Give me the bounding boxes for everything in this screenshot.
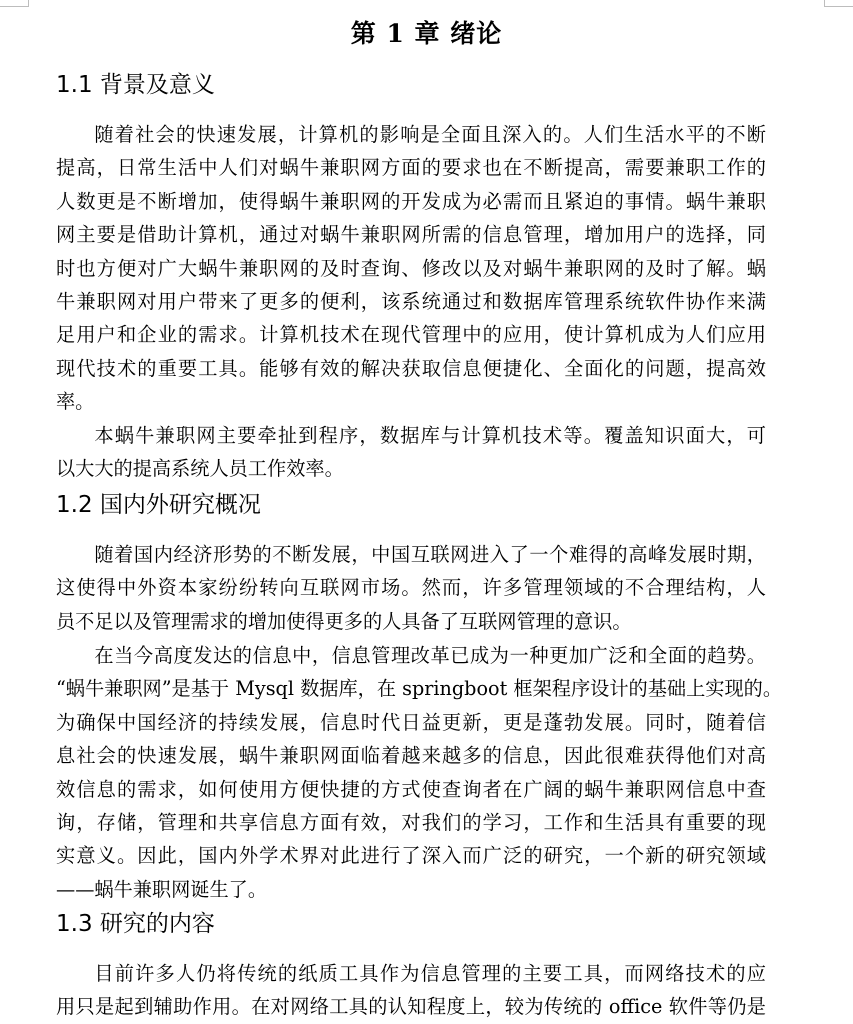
text-line: 本蜗牛兼职网主要牵扯到程序，数据库与计算机技术等。覆盖知识面大，可	[94, 424, 766, 447]
text-line: 随着国内经济形势的不断发展，中国互联网进入了一个难得的高峰发展时期，	[94, 543, 766, 566]
text-line: 员不足以及管理需求的增加使得更多的人具备了互联网管理的意识。	[56, 609, 632, 633]
section-heading-1-3: 1.3 研究的内容	[56, 911, 215, 937]
chapter-title: 第 1 章 绪论	[350, 19, 503, 48]
text-line: 实意义。因此，国内外学术界对此进行了深入而广泛的研究，一个新的研究领域	[56, 844, 766, 868]
text-line: 询，存储，管理和共享信息方面有效，对我们的学习，工作和生活具有重要的现	[56, 811, 766, 835]
text-line: 在当今高度发达的信息中，信息管理改革已成为一种更加广泛和全面的趋势。	[94, 644, 766, 667]
section-heading-1-2: 1.2 国内外研究概况	[56, 492, 261, 518]
text-line: ——蜗牛兼职网诞生了。	[56, 877, 268, 901]
text-line: 牛兼职网对用户带来了更多的便利，该系统通过和数据库管理系统软件协作来满	[56, 290, 766, 314]
text-line: 足用户和企业的需求。计算机技术在现代管理中的应用，使计算机成为人们应用	[56, 323, 766, 347]
page-corner-mark-left	[0, 0, 29, 7]
text-line: 提高，日常生活中人们对蜗牛兼职网方面的要求也在不断提高，需要兼职工作的	[56, 156, 766, 180]
text-line: 随着社会的快速发展，计算机的影响是全面且深入的。人们生活水平的不断	[94, 123, 766, 146]
text-line: 以大大的提高系统人员工作效率。	[56, 457, 344, 481]
text-line: 为确保中国经济的持续发展，信息时代日益更新，更是蓬勃发展。同时，随着信	[56, 710, 766, 734]
section-heading-1-1: 1.1 背景及意义	[56, 72, 215, 98]
text-line: 这使得中外资本家纷纷转向互联网市场。然而，许多管理领域的不合理结构，人	[56, 576, 766, 600]
paragraph-background-2	[56, 419, 766, 486]
text-line: 时也方便对广大蜗牛兼职网的及时查询、修改以及对蜗牛兼职网的及时了解。蜗	[56, 256, 766, 280]
text-line: 用只是起到辅助作用。在对网络工具的认知程度上，较为传统的 office 软件等仍是	[56, 995, 766, 1019]
text-line: 效信息的需求，如何使用方便快捷的方式使查询者在广阔的蜗牛兼职网信息中查	[56, 777, 766, 801]
text-line: 人数更是不断增加，使得蜗牛兼职网的开发成为必需而且紧迫的事情。蜗牛兼职	[56, 189, 766, 213]
text-line: “蜗牛兼职网”是基于 Mysql 数据库，在 springboot 框架程序设计的基础上实现的。	[56, 677, 783, 701]
paragraph-research-2	[56, 639, 783, 906]
paragraph-research-1	[56, 538, 766, 638]
paragraph-background-1	[56, 118, 766, 419]
text-line: 网主要是借助计算机，通过对蜗牛兼职网所需的信息管理，增加用户的选择，同	[56, 223, 766, 247]
text-line: 现代技术的重要工具。能够有效的解决获取信息便捷化、全面化的问题，提高效	[56, 356, 766, 380]
text-line: 息社会的快速发展，蜗牛兼职网面临着越来越多的信息，因此很难获得他们对高	[56, 744, 766, 768]
text-line: 率。	[56, 390, 95, 414]
paragraph-content-1	[56, 957, 766, 1024]
text-line: 目前许多人仍将传统的纸质工具作为信息管理的主要工具，而网络技术的应	[94, 962, 766, 985]
page-corner-mark-right	[824, 0, 853, 7]
